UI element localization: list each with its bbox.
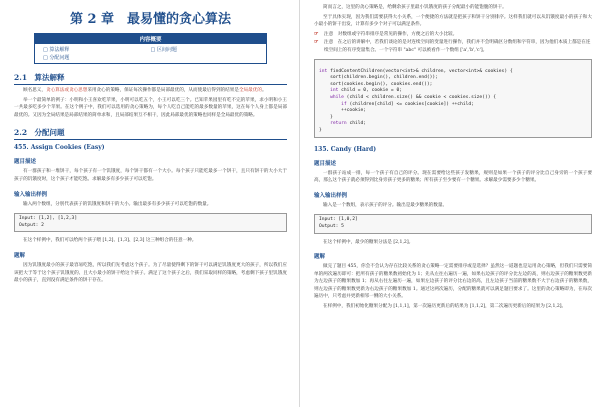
- code-line: [319, 75, 438, 80]
- problem-455-title: 455. Assign Cookies (Easy): [14, 144, 105, 152]
- problem-135-sample-code: Input: [1,0,2] Output: 5: [314, 214, 592, 233]
- problem-455-sample-explanation: 在这个样例中，我们可以给两个孩子喂 [1,2]、[1,3]、[2,3] 这三种组合的任意一种。: [23, 238, 197, 244]
- code-text: }: [319, 127, 322, 133]
- problem-135-sample-explanation: 在这个样例中，最少的糖果分法是 [2,1,2]。: [323, 239, 414, 245]
- code-line: [319, 115, 333, 120]
- code-text: child;: [346, 121, 367, 127]
- problem-135-solution-example: 在样例中，我们初始化糖果分配为 [1,1,1]，第一次遍历更新后的结果为 [1,1,2]，第二次遍历更新后的结果为 [2,1,2]。: [323, 304, 567, 310]
- code-line: [319, 121, 366, 126]
- note-contiguous-space: [314, 39, 592, 54]
- right-paragraph-2: 至于具体实现，因为我们需要获得大小关系，一个便捷的方法就是把孩子和饼干分别排序。这样我们就可以从饥饿度最小的孩子和大小最小的饼干出发，计算有多少个对子可以满足条件。: [314, 14, 592, 28]
- problem-135-solution-heading: 题解: [314, 254, 326, 261]
- code-line: [319, 95, 496, 100]
- content-summary-box: [34, 33, 267, 64]
- code-text: }: [319, 114, 333, 120]
- code-line: [319, 82, 432, 87]
- toc-item-interval-problems[interactable]: □ 区间问题: [151, 46, 259, 53]
- code-keyword: int: [319, 68, 328, 74]
- problem-455-io-text: 输入两个数组，分别代表孩子的饥饿度和饼干的大小。输出最多有多少孩子可以吃饱的数量。: [23, 201, 212, 207]
- code-text: ++cookie;: [319, 108, 367, 114]
- text-span: 顾名思义，: [23, 88, 46, 93]
- text-span: 采用贪心的策略，保证每次操作都是局部最优的，从而使最后得到的结果是: [87, 88, 239, 93]
- code-keyword: while: [319, 94, 344, 100]
- problem-135-io-text: 输入是一个数组，表示孩子的评分。输出是最少糖果的数量。: [323, 202, 448, 208]
- problem-135-description-heading: 题目描述: [314, 160, 337, 167]
- problem-455-solution-heading: 题解: [14, 252, 26, 259]
- problem-455-description: 有一群孩子和一堆饼干，每个孩子有一个饥饿度，每个饼干都有一个大小。每个孩子只能吃最多一个饼干，且只有饼干的大小大于孩子的饥饿度时，这个孩子才能吃饱。求解最多有多少孩子可以吃饱。: [14, 169, 287, 182]
- code-text: sort(cookies.begin(), cookies.end());: [319, 81, 433, 87]
- note-sorting-text: 注意 对数组或字符串排序是常见的操作，方便之后的大小比较。: [324, 31, 458, 37]
- global-optimum-link[interactable]: 全局最优的: [238, 88, 262, 93]
- problem-135-description: 一群孩子站成一排，每一个孩子有自己的评分。现在需要给这些孩子发糖果，规则是如果一个孩子的评分比自己身旁的一个孩子要高，那么这个孩子就必须得到比身旁孩子更多的糖果；所有孩子至少要有一个糖果。求解最少需要多少个糖果。: [314, 170, 592, 184]
- code-keyword: return: [319, 121, 347, 127]
- code-text: (children[child] <= cookies[cookie]) ++child;: [346, 101, 474, 107]
- content-summary-heading: 内容概要: [35, 34, 266, 44]
- problem-135-io-heading: 输入输出样例: [314, 192, 348, 199]
- problem-455-solution: 因为饥饿度最小的孩子最容易吃饱，所以我们先考虑这个孩子。为了尽量使得剩下的饼干可以满足饥饿度更大的孩子，所以我们应该把大于等于这个孩子饥饿度的、且大小最小的饼干给这个孩子。满足了这个孩子之后，我们采取同样的策略，考虑剩下孩子里饥饿度最小的孩子，直到没有满足条件的饼干存在。: [14, 262, 287, 284]
- code-text: (child < children.size() && cookie < cookies.size()) {: [343, 94, 497, 100]
- problem-455-solution-code: [314, 59, 592, 138]
- section-2-1-title: 2.1 算法解释: [14, 72, 287, 85]
- code-keyword: int: [319, 88, 339, 94]
- section-2-1-paragraph-1: [14, 87, 287, 95]
- text-span: 。: [261, 88, 267, 93]
- note-icon: ☞: [314, 30, 319, 37]
- content-summary-list: [35, 44, 266, 63]
- right-page: [300, 0, 600, 407]
- code-text: sort(children.begin(), children.end());: [319, 75, 438, 81]
- problem-455-sample-code: Input: [1,2], [1,2,3] Output: 2: [14, 213, 287, 232]
- note-contiguous-space-text: 注意 在之后的讲解中，若我们谈论的是对连续空间的变量进行操作，我们并不会明确区分数组和字符串，因为他们本质上都是在连续空间上的有序变量集合。一个字符串 "abc" 可以被看作一个数组 ['a','b','c']。: [324, 40, 591, 53]
- code-text: findContentChildren(vector<int>& children, vector<int>& cookies) {: [327, 68, 513, 74]
- problem-135-solution: 做完了题目 455，你会不会认为存在比较关系的贪心策略一定需要排序或是选择？虽然这一道题也是运用贪心策略，但我们只需要简单的两次遍历即可：把所有孩子的糖果数初始化为 1；先从左往右遍历一遍，如果右边孩子的评分比左边的高，则右边孩子的糖果数更新为左边孩子的糖果数加 1；再从右往左遍历一遍，如果左边孩子的评分比右边的高，且左边孩子当前的糖果数不大于右边孩子的糖果数，则左边孩子的糖果数更新为右边孩子的糖果数加 1。通过这两次遍历，分配的糖果就可以满足题目要求了。这里的贪心策略即为，在每次遍历中，只考虑并更新相邻一侧的大小关系。: [314, 264, 592, 300]
- toc-item-algorithm-explanation[interactable]: □ 算法解释: [43, 46, 151, 53]
- note-sorting: [314, 31, 592, 38]
- section-2-2-title: 2.2 分配问题: [14, 127, 287, 140]
- problem-135-title: 135. Candy (Hard): [314, 145, 377, 153]
- problem-455-io-heading: 输入输出样例: [14, 191, 48, 198]
- problem-455-description-heading: 题目描述: [14, 159, 37, 166]
- greedy-algorithm-link[interactable]: 贪心算法或贪心思想: [45, 88, 88, 93]
- code-keyword: if: [319, 101, 347, 107]
- code-line: [319, 102, 474, 107]
- code-line: [319, 69, 513, 74]
- toc-item-assignment-problems[interactable]: □ 分配问题: [43, 54, 151, 61]
- section-2-1-paragraph-2: 举一个最简单的例子：小明和小王喜欢吃苹果，小明可以吃五个，小王可以吃三个。已知苹果园里有吃不完的苹果，求小明和小王一共最多吃多少个苹果。在这个例子中，我们可以选用的贪心策略为，每个人吃自己能吃的最多数量的苹果，这在每个人身上都是局部最优的。又因为全局结果是局部结果的简单求和，且局部结果互不相干，因此局部最优的策略也同样是全局最优的策略。: [14, 97, 287, 118]
- note-icon: ☞: [314, 39, 319, 46]
- code-text: child = 0, cookie = 0;: [338, 88, 402, 94]
- code-line: [319, 108, 366, 113]
- right-paragraph-1: 简而言之，这里的贪心策略是，给剩余孩子里最小饥饿度的孩子分配最小的能饱腹的饼干。: [323, 5, 507, 10]
- code-line: [319, 88, 402, 93]
- chapter-title: 第 2 章 最易懂的贪心算法: [69, 12, 232, 27]
- code-line: [319, 128, 322, 133]
